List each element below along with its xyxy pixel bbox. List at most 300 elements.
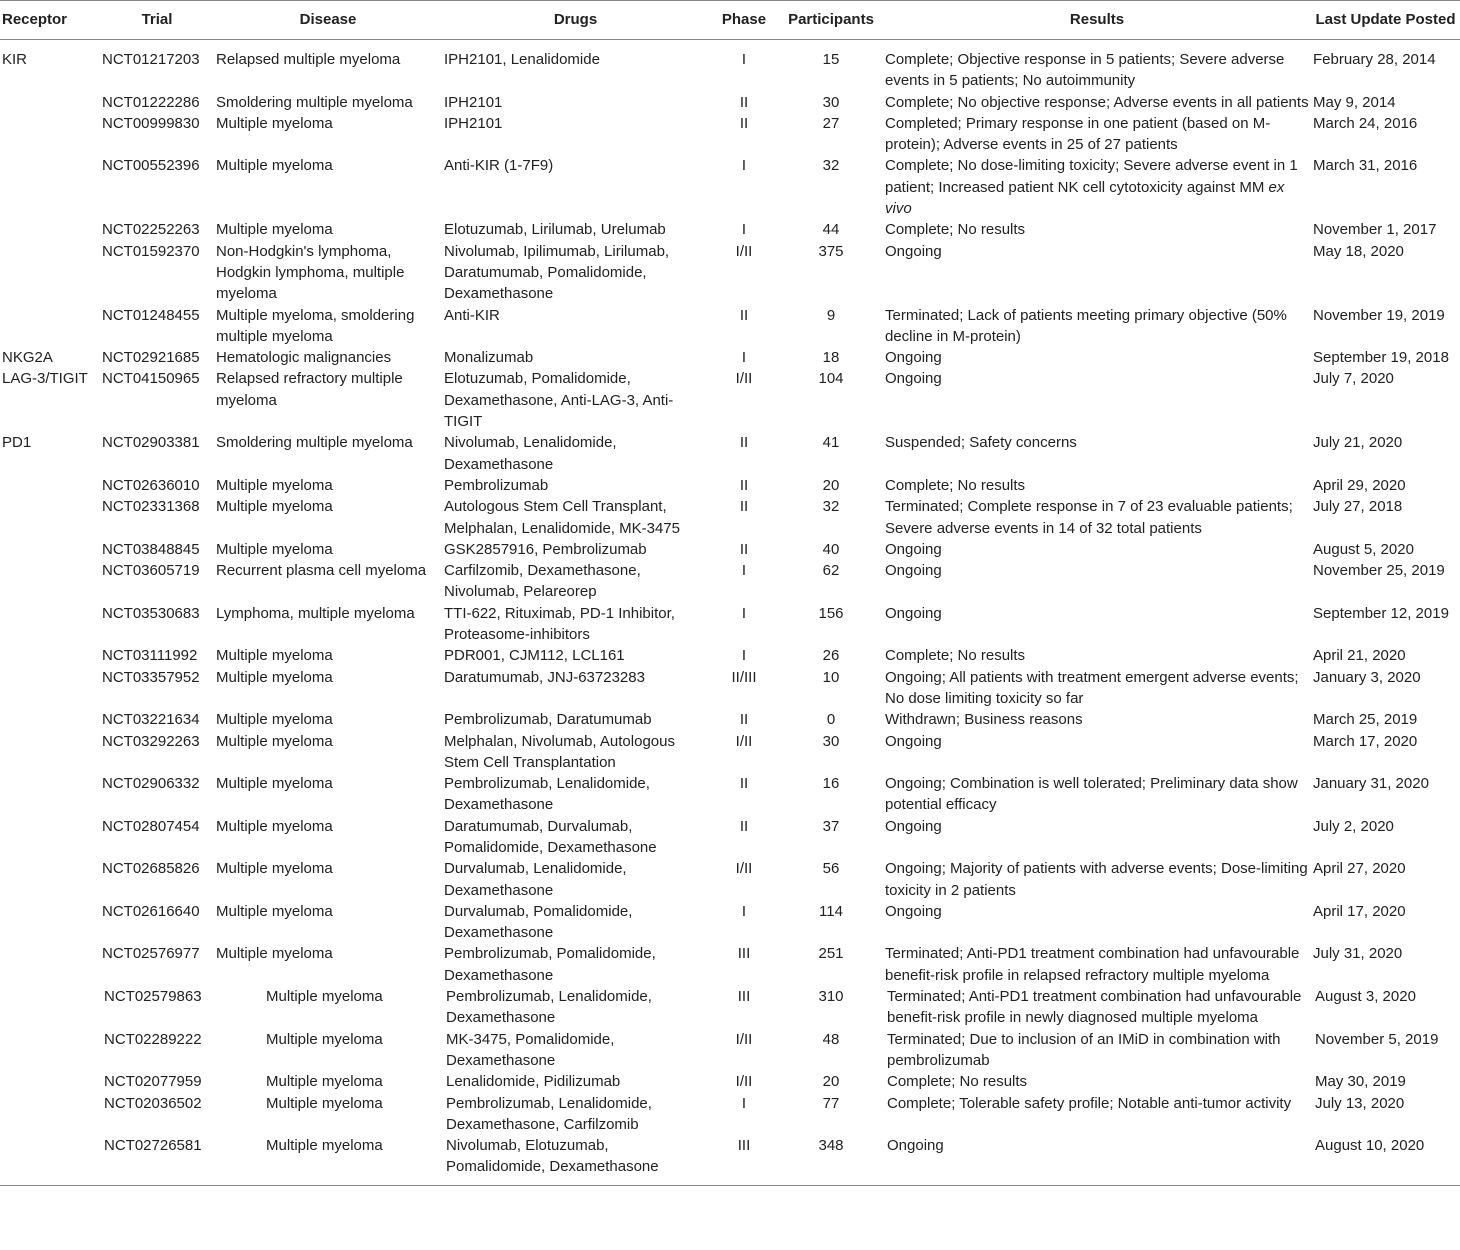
cell-phase: I/II <box>735 1073 753 1091</box>
results-text: Ongoing <box>885 562 942 580</box>
cell-disease: Multiple myeloma <box>216 114 333 132</box>
results-text: Ongoing; Combination is well tolerated; Preliminary data show potential efficacy <box>885 775 1298 814</box>
cell-disease: Relapsed multiple myeloma <box>216 51 401 68</box>
cell-phase: I/II <box>735 370 753 388</box>
cell-phase: I/II <box>735 860 753 878</box>
cell-last-update: August 5, 2020 <box>1313 540 1414 558</box>
header-row <box>0 1 1460 40</box>
cell-disease: Multiple myeloma <box>216 221 333 239</box>
cell-trial: NCT01217203 <box>102 51 200 68</box>
cell-last-update: February 28, 2014 <box>1313 51 1436 68</box>
cell-participants: 20 <box>822 476 840 494</box>
table-row <box>0 305 1460 348</box>
cell-receptor <box>0 219 100 240</box>
results-text: Complete; No dose-limiting toxicity; Severe adverse event in 1 patient; Increased patient NK cell cytotoxicity against MM <box>885 157 1298 196</box>
cell-drugs: Lenalidomide, Pidilizumab <box>446 1073 621 1091</box>
cell-trial: NCT02726581 <box>100 1135 214 1185</box>
cell-phase: II <box>739 817 749 835</box>
cell-disease: Smoldering multiple myeloma <box>216 434 413 452</box>
cell-participants: 40 <box>822 540 840 558</box>
cell-drugs: Anti-KIR <box>444 306 500 324</box>
cell-results <box>883 496 1311 539</box>
header-last-update: Last Update Posted <box>1311 1 1460 40</box>
cell-trial: NCT02636010 <box>102 476 200 494</box>
cell-receptor <box>0 986 100 1029</box>
cell-results <box>883 1093 1311 1136</box>
results-text: Ongoing <box>885 817 942 835</box>
cell-drugs: Durvalumab, Lenalidomide, Dexamethasone <box>444 860 627 899</box>
results-text: Ongoing <box>885 540 942 558</box>
cell-disease: Multiple myeloma <box>216 902 333 920</box>
cell-receptor <box>0 113 100 156</box>
cell-results <box>883 731 1311 774</box>
cell-last-update: May 18, 2020 <box>1313 242 1404 260</box>
cell-disease: Multiple myeloma <box>214 1135 442 1185</box>
cell-last-update: July 31, 2020 <box>1313 945 1403 963</box>
table-row <box>0 560 1460 603</box>
cell-phase: III <box>709 1135 779 1185</box>
results-text: Complete; No results <box>885 476 1026 494</box>
cell-participants: 77 <box>822 1094 840 1112</box>
cell-phase: I <box>741 51 747 68</box>
results-text: Complete; Objective response in 5 patients; Severe adverse events in 5 patients; No autoimmunity <box>885 51 1285 90</box>
cell-drugs: IPH2101 <box>444 93 503 111</box>
cell-last-update: July 13, 2020 <box>1315 1094 1405 1112</box>
cell-disease: Multiple myeloma <box>216 817 333 835</box>
header-disease: Disease <box>214 1 442 40</box>
cell-trial: NCT02903381 <box>102 434 200 452</box>
results-text: Ongoing; Majority of patients with adverse events; Dose-limiting toxicity in 2 patients <box>885 860 1308 899</box>
cell-participants: 26 <box>822 647 840 665</box>
cell-results <box>883 155 1311 219</box>
cell-trial: NCT03530683 <box>102 604 200 622</box>
cell-last-update: November 25, 2019 <box>1313 562 1445 580</box>
cell-receptor <box>0 773 100 816</box>
header-trial: Trial <box>100 1 214 40</box>
cell-participants: 104 <box>818 370 844 388</box>
table-row <box>0 113 1460 156</box>
cell-participants: 375 <box>818 242 844 260</box>
cell-participants: 16 <box>822 775 840 793</box>
table-row <box>0 241 1460 305</box>
results-text: Complete; No results <box>885 221 1026 239</box>
cell-phase: II <box>739 306 749 324</box>
cell-disease: Non-Hodgkin's lymphoma, Hodgkin lymphoma, multiple myeloma <box>216 242 405 303</box>
cell-phase: I <box>741 902 747 920</box>
cell-drugs: PDR001, CJM112, LCL161 <box>444 647 625 665</box>
cell-disease: Multiple myeloma <box>266 988 383 1006</box>
cell-receptor <box>0 603 100 646</box>
cell-last-update: May 9, 2014 <box>1313 93 1396 111</box>
table-row <box>0 219 1460 240</box>
cell-results <box>883 816 1311 859</box>
table-row <box>0 368 1460 432</box>
cell-results <box>883 603 1311 646</box>
cell-last-update: July 27, 2018 <box>1313 498 1403 516</box>
table-row <box>0 155 1460 219</box>
cell-participants: 41 <box>822 434 840 452</box>
cell-last-update: April 29, 2020 <box>1313 476 1406 494</box>
results-text: Ongoing <box>885 732 942 750</box>
cell-drugs: MK-3475, Pomalidomide, Dexamethasone <box>446 1030 615 1069</box>
cell-receptor <box>0 305 100 348</box>
cell-trial: NCT03357952 <box>102 668 200 686</box>
cell-last-update: March 25, 2019 <box>1313 711 1418 729</box>
cell-trial: NCT02077959 <box>104 1073 202 1091</box>
cell-trial: NCT02685826 <box>102 860 200 878</box>
cell-trial: NCT02921685 <box>102 349 200 367</box>
table-row <box>0 539 1460 560</box>
table-row <box>0 667 1460 710</box>
cell-receptor <box>0 496 100 539</box>
cell-drugs: Pembrolizumab, Pomalidomide, Dexamethasone <box>444 945 656 984</box>
cell-receptor <box>0 560 100 603</box>
cell-receptor <box>0 901 100 944</box>
cell-participants: 0 <box>826 711 836 729</box>
cell-receptor: KIR <box>2 51 28 68</box>
table-row <box>0 731 1460 774</box>
table-row <box>0 347 1460 368</box>
cell-participants: 56 <box>822 860 840 878</box>
cell-disease: Multiple myeloma <box>216 668 333 686</box>
cell-receptor <box>0 731 100 774</box>
cell-participants: 156 <box>818 604 844 622</box>
cell-participants: 27 <box>822 114 840 132</box>
cell-trial: NCT00999830 <box>102 114 200 132</box>
results-text: Ongoing <box>885 902 942 920</box>
results-text: Completed; Primary response in one patient (based on M-protein); Adverse events in 25 of 27 patients <box>885 114 1271 154</box>
results-text: Ongoing <box>885 604 942 622</box>
results-text: Complete; No results <box>887 1073 1028 1091</box>
cell-last-update: November 5, 2019 <box>1315 1030 1439 1048</box>
table-row <box>0 40 1460 92</box>
cell-results <box>883 539 1311 560</box>
cell-phase: II <box>739 540 749 558</box>
cell-results <box>883 1071 1311 1092</box>
cell-trial: NCT01248455 <box>102 306 200 324</box>
table-row <box>0 986 1460 1029</box>
cell-receptor <box>0 709 100 730</box>
cell-results <box>883 986 1311 1029</box>
cell-participants: 37 <box>822 817 840 835</box>
cell-participants: 30 <box>822 732 840 750</box>
results-text: Complete; No results <box>885 647 1026 665</box>
cell-results <box>883 368 1311 432</box>
cell-last-update: April 21, 2020 <box>1313 647 1406 665</box>
cell-drugs: Pembrolizumab, Daratumumab <box>444 711 652 729</box>
header-results: Results <box>883 1 1311 40</box>
cell-phase: II <box>739 775 749 793</box>
table-row <box>0 709 1460 730</box>
table-row <box>0 1071 1460 1092</box>
cell-receptor: LAG-3/TIGIT <box>2 370 88 388</box>
cell-last-update: January 31, 2020 <box>1313 775 1429 793</box>
cell-trial: NCT02252263 <box>102 221 200 239</box>
cell-participants: 20 <box>822 1073 840 1091</box>
cell-drugs: Daratumumab, Durvalumab, Pomalidomide, Dexamethasone <box>444 817 657 856</box>
cell-participants: 18 <box>822 349 840 367</box>
cell-phase: II <box>739 114 749 132</box>
table-row <box>0 1029 1460 1072</box>
cell-drugs: Durvalumab, Pomalidomide, Dexamethasone <box>444 902 633 942</box>
cell-disease: Multiple myeloma <box>266 1030 383 1048</box>
cell-results <box>883 667 1311 710</box>
cell-participants: 251 <box>818 945 844 963</box>
table-row <box>0 496 1460 539</box>
table-body <box>0 40 1460 1186</box>
cell-receptor <box>0 155 100 219</box>
cell-disease: Multiple myeloma <box>266 1094 383 1112</box>
cell-receptor <box>0 645 100 666</box>
cell-trial: NCT02616640 <box>102 902 200 920</box>
table-row <box>0 816 1460 859</box>
cell-phase: II <box>739 498 749 516</box>
cell-participants: 30 <box>822 93 840 111</box>
cell-results <box>883 40 1311 92</box>
cell-disease: Multiple myeloma <box>216 860 333 878</box>
cell-drugs: Anti-KIR (1-7F9) <box>444 157 554 175</box>
cell-disease: Multiple myeloma <box>216 540 333 558</box>
cell-last-update: April 27, 2020 <box>1313 860 1406 878</box>
cell-phase: I <box>741 562 747 580</box>
cell-participants: 114 <box>819 902 843 920</box>
cell-results <box>883 858 1311 901</box>
cell-participants: 32 <box>822 498 840 516</box>
cell-phase: I/II <box>735 242 753 260</box>
cell-participants: 310 <box>818 988 844 1006</box>
cell-last-update: May 30, 2019 <box>1315 1073 1406 1091</box>
cell-phase: I/II <box>735 732 753 750</box>
cell-phase: I <box>741 647 747 665</box>
cell-last-update: August 3, 2020 <box>1315 988 1416 1006</box>
cell-receptor: PD1 <box>2 434 32 452</box>
cell-phase: III <box>737 988 751 1006</box>
cell-results <box>883 347 1311 368</box>
cell-disease: Multiple myeloma <box>216 498 333 516</box>
cell-drugs: Pembrolizumab, Lenalidomide, Dexamethasone, Carfilzomib <box>446 1094 652 1133</box>
table-header <box>0 1 1460 40</box>
cell-trial: NCT02331368 <box>102 498 200 516</box>
cell-participants: 44 <box>822 221 840 239</box>
results-text: Complete; Tolerable safety profile; Notable anti-tumor activity <box>887 1094 1292 1112</box>
results-text: Ongoing; All patients with treatment emergent adverse events; No dose limiting toxicity so far <box>885 668 1299 707</box>
cell-disease: Multiple myeloma <box>216 732 333 750</box>
header-drugs: Drugs <box>442 1 709 40</box>
cell-drugs: Elotuzumab, Lirilumab, Urelumab <box>444 221 666 239</box>
results-text: Complete; No objective response; Adverse events in all patients <box>885 93 1309 111</box>
cell-drugs: Autologous Stem Cell Transplant, Melphalan, Lenalidomide, MK-3475 <box>444 498 680 537</box>
cell-phase: I <box>741 604 747 622</box>
table-row <box>0 773 1460 816</box>
cell-disease: Relapsed refractory multiple myeloma <box>216 370 403 409</box>
cell-last-update: January 3, 2020 <box>1313 668 1421 686</box>
cell-last-update: March 31, 2016 <box>1313 157 1418 175</box>
cell-trial: NCT03111992 <box>102 647 198 665</box>
results-text: Terminated; Lack of patients meeting primary objective (50% decline in M-protein) <box>885 306 1287 345</box>
cell-trial: NCT02036502 <box>104 1094 202 1112</box>
cell-disease: Lymphoma, multiple myeloma <box>216 604 415 622</box>
cell-disease: Multiple myeloma <box>216 711 333 729</box>
cell-trial: NCT01222286 <box>102 93 200 111</box>
cell-results <box>883 305 1311 348</box>
cell-drugs: IPH2101, Lenalidomide <box>444 51 600 68</box>
cell-results <box>883 432 1311 475</box>
cell-receptor <box>0 1071 100 1092</box>
header-participants: Participants <box>779 1 883 40</box>
cell-trial: NCT02807454 <box>102 817 200 835</box>
cell-last-update: April 17, 2020 <box>1313 902 1406 920</box>
cell-trial: NCT02906332 <box>102 775 200 793</box>
cell-results <box>883 241 1311 305</box>
cell-disease: Multiple myeloma <box>216 775 333 793</box>
results-italic-text: ex vivo <box>885 178 1285 218</box>
cell-participants: 62 <box>822 562 840 580</box>
cell-phase: III <box>737 945 751 963</box>
cell-phase: I/II <box>735 1030 753 1048</box>
cell-last-update: August 10, 2020 <box>1311 1135 1460 1185</box>
table-row <box>0 432 1460 475</box>
table-row <box>0 858 1460 901</box>
cell-last-update: March 24, 2016 <box>1313 114 1418 132</box>
cell-disease: Multiple myeloma <box>216 647 333 665</box>
cell-participants: 10 <box>822 668 840 686</box>
cell-drugs: Melphalan, Nivolumab, Autologous Stem Cell Transplantation <box>444 732 675 771</box>
cell-receptor <box>0 1135 100 1185</box>
table-row <box>0 901 1460 944</box>
cell-drugs: Nivolumab, Elotuzumab, Pomalidomide, Dexamethasone <box>442 1135 709 1185</box>
cell-drugs: Daratumumab, JNJ-63723283 <box>444 668 645 686</box>
cell-receptor <box>0 816 100 859</box>
cell-drugs: TTI-622, Rituximab, PD-1 Inhibitor, Proteasome-inhibitors <box>444 604 675 644</box>
results-text: Terminated; Anti-PD1 treatment combination had unfavourable benefit-risk profile in relapsed refractory multiple myeloma <box>885 945 1300 984</box>
cell-results <box>883 219 1311 240</box>
cell-results <box>883 773 1311 816</box>
table-row <box>0 475 1460 496</box>
cell-trial: NCT01592370 <box>102 242 200 260</box>
cell-phase: II <box>739 711 749 729</box>
cell-participants: 48 <box>822 1030 840 1048</box>
table-row <box>0 1135 1460 1185</box>
cell-drugs: Nivolumab, Ipilimumab, Lirilumab, Daratumumab, Pomalidomide, Dexamethasone <box>444 242 670 303</box>
results-text: Ongoing <box>885 349 942 367</box>
results-text: Ongoing <box>885 242 942 260</box>
cell-results <box>883 709 1311 730</box>
header-receptor: Receptor <box>0 1 100 40</box>
cell-drugs: Pembrolizumab, Lenalidomide, Dexamethasone <box>446 988 652 1027</box>
cell-receptor <box>0 858 100 901</box>
cell-results <box>883 1135 1311 1185</box>
cell-trial: NCT04150965 <box>102 370 200 388</box>
cell-receptor <box>0 92 100 113</box>
cell-participants: 9 <box>826 306 836 324</box>
table-row <box>0 645 1460 666</box>
table-row <box>0 92 1460 113</box>
cell-drugs: Pembrolizumab <box>444 476 549 494</box>
cell-trial: NCT03221634 <box>102 711 200 729</box>
cell-receptor <box>0 667 100 710</box>
cell-results <box>883 1029 1311 1072</box>
cell-disease: Multiple myeloma <box>216 476 333 494</box>
cell-disease: Multiple myeloma <box>266 1073 383 1091</box>
cell-phase: I <box>741 157 747 175</box>
cell-results <box>883 560 1311 603</box>
results-text: Withdrawn; Business reasons <box>885 711 1083 729</box>
cell-results <box>883 113 1311 156</box>
cell-results <box>883 901 1311 944</box>
cell-phase: I <box>741 349 747 367</box>
cell-trial: NCT03292263 <box>102 732 200 750</box>
cell-disease: Multiple myeloma <box>216 157 333 175</box>
cell-last-update: July 7, 2020 <box>1313 370 1394 388</box>
cell-phase: II <box>739 434 749 452</box>
cell-phase: I <box>741 1094 747 1112</box>
cell-disease: Recurrent plasma cell myeloma <box>216 562 427 580</box>
cell-phase: I <box>741 221 747 239</box>
cell-last-update: March 17, 2020 <box>1313 732 1418 750</box>
cell-results <box>883 645 1311 666</box>
cell-receptor <box>0 1029 100 1072</box>
cell-participants: 15 <box>822 51 840 68</box>
cell-phase: II <box>739 93 749 111</box>
table-row <box>0 603 1460 646</box>
results-text: Terminated; Complete response in 7 of 23 evaluable patients; Severe adverse events in 14 of 32 total patients <box>885 498 1293 537</box>
cell-receptor <box>0 1093 100 1136</box>
cell-receptor <box>0 539 100 560</box>
cell-drugs: Monalizumab <box>444 349 534 367</box>
results-text: Suspended; Safety concerns <box>885 434 1077 452</box>
cell-drugs: Nivolumab, Lenalidomide, Dexamethasone <box>444 434 617 473</box>
cell-last-update: September 19, 2018 <box>1313 349 1449 367</box>
results-text: Terminated; Due to inclusion of an IMiD in combination with pembrolizumab <box>887 1030 1281 1069</box>
header-phase: Phase <box>709 1 779 40</box>
cell-last-update: July 21, 2020 <box>1313 434 1403 452</box>
cell-disease: Multiple myeloma <box>216 945 333 963</box>
cell-receptor <box>0 475 100 496</box>
cell-trial: NCT02576977 <box>102 945 200 963</box>
cell-drugs: GSK2857916, Pembrolizumab <box>444 540 647 558</box>
cell-drugs: Pembrolizumab, Lenalidomide, Dexamethasone <box>444 775 650 814</box>
results-text: Ongoing <box>887 1137 944 1155</box>
cell-participants: 348 <box>779 1135 883 1185</box>
cell-participants: 32 <box>822 157 840 175</box>
cell-trial: NCT03848845 <box>102 540 200 558</box>
cell-receptor: NKG2A <box>2 349 53 367</box>
cell-drugs: IPH2101 <box>444 114 503 132</box>
cell-drugs: Elotuzumab, Pomalidomide, Dexamethasone, Anti-LAG-3, Anti-TIGIT <box>444 370 674 431</box>
cell-phase: II/III <box>731 668 757 686</box>
cell-trial: NCT02579863 <box>104 988 202 1006</box>
cell-last-update: November 19, 2019 <box>1313 306 1445 324</box>
cell-results <box>883 92 1311 113</box>
results-text: Ongoing <box>885 370 942 388</box>
cell-disease: Multiple myeloma, smoldering multiple myeloma <box>216 306 415 345</box>
cell-drugs: Carfilzomib, Dexamethasone, Nivolumab, Pelareorep <box>444 562 641 601</box>
cell-last-update: September 12, 2019 <box>1313 604 1449 622</box>
cell-results <box>883 943 1311 986</box>
table-row <box>0 1093 1460 1136</box>
table-row <box>0 943 1460 986</box>
cell-results <box>883 475 1311 496</box>
cell-trial: NCT02289222 <box>104 1030 202 1048</box>
cell-last-update: July 2, 2020 <box>1313 817 1394 835</box>
cell-trial: NCT03605719 <box>102 562 200 580</box>
cell-receptor <box>0 943 100 986</box>
cell-trial: NCT00552396 <box>102 157 200 175</box>
cell-disease: Hematologic malignancies <box>216 349 392 367</box>
cell-receptor <box>0 241 100 305</box>
cell-phase: II <box>739 476 749 494</box>
results-text: Terminated; Anti-PD1 treatment combination had unfavourable benefit-risk profile in newly diagnosed multiple myeloma <box>887 988 1302 1027</box>
